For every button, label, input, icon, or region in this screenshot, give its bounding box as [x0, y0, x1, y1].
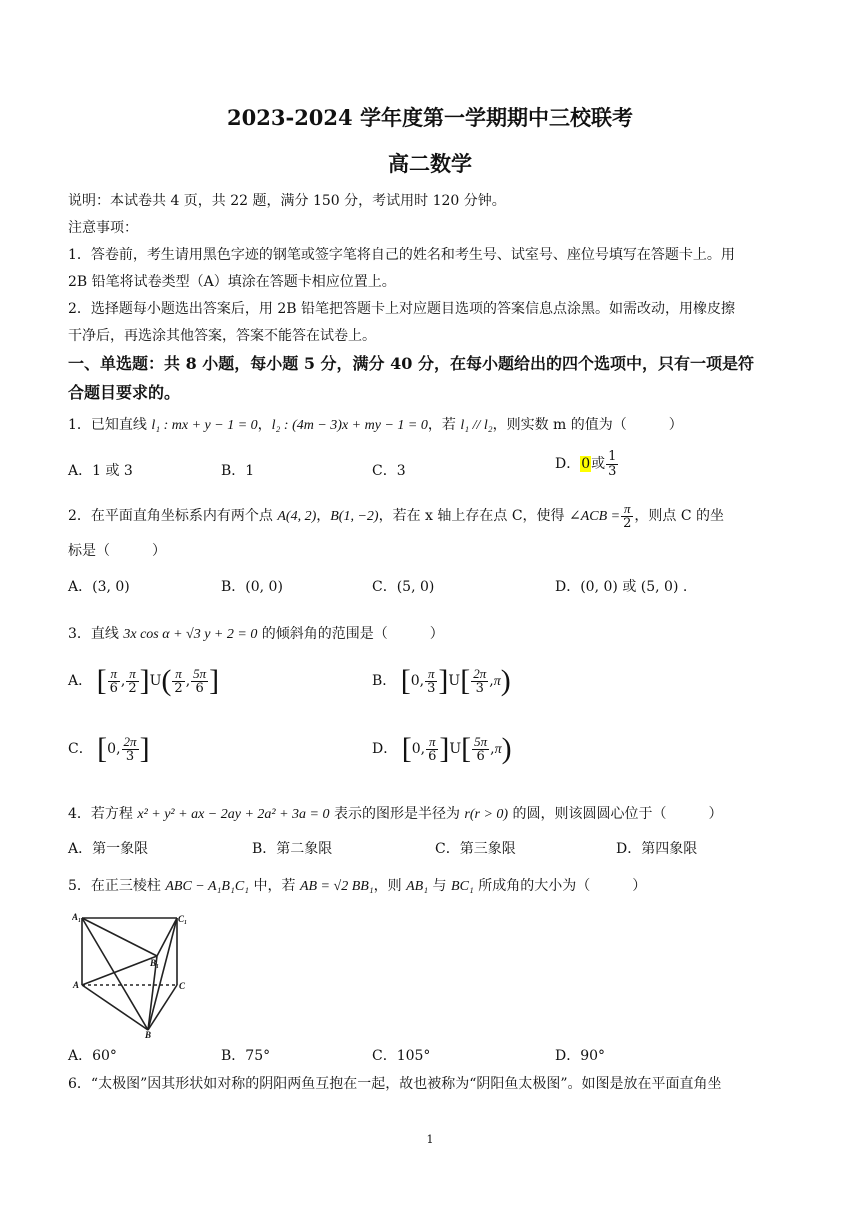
q1-d-den: 3: [608, 463, 617, 479]
q5-line-1: AB₁: [406, 879, 429, 894]
q4-text-a: 4．若方程: [68, 806, 138, 822]
q1-sep: ，: [257, 417, 272, 433]
q3-a-d3: 2: [174, 680, 183, 696]
q5-option-d: D．90°: [555, 1048, 606, 1064]
q3-equation: 3x cos α + √3 y + 2 = 0: [123, 627, 258, 642]
q3-a-n3: π: [172, 667, 184, 682]
q4-option-c: C．第三象限: [435, 841, 516, 857]
note-1-line1: 1．答卷前，考生请用黑色字迹的钢笔或签字笔将自己的姓名和考生号、试室号、座位号填写在答题卡上。用: [68, 247, 735, 263]
q1-number: 1．已知直线: [68, 417, 152, 433]
q5-text-d: 与: [428, 878, 452, 894]
section1-heading-line1: 一、单选题：共 8 小题，每小题 5 分，满分 40 分，在每小题给出的四个选项中，只有一项是符: [68, 354, 754, 373]
q3-b-n1: π: [425, 667, 437, 682]
note-2-line1: 2．选择题每小题选出答案后，用 2B 铅笔把答题卡上对应题目选项的答案信息点涂黑。如需改动，用橡皮擦: [68, 301, 736, 317]
q5-option-a: A．60°: [68, 1048, 117, 1064]
q3-d-n2: 5π: [474, 733, 488, 749]
q2-text-a: 2．在平面直角坐标系内有两个点: [68, 508, 278, 525]
label-b: B: [145, 1030, 152, 1038]
page-number: 1: [426, 1133, 434, 1146]
q3-a-label: A．: [68, 673, 93, 689]
q3-b-label: B．: [372, 673, 397, 689]
q3-b-d2: 3: [475, 680, 484, 696]
q5-text-b: 中，若: [249, 878, 300, 894]
q1-mid: ，若: [427, 417, 461, 433]
q3-b-pi: π: [493, 674, 501, 689]
q3-d-c1: ,: [420, 741, 426, 757]
q2-point-b: B(1, −2): [330, 509, 379, 525]
q3-a-union: U: [149, 673, 162, 689]
question-6-stem: 6．“太极图”因其形状如对称的阴阳两鱼互抱在一起，故也被称为“阴阳鱼太极图”。如图是放在平面直角坐: [68, 1076, 722, 1092]
q3-c-zero: 0: [107, 741, 117, 757]
q3-a-c1: ,: [120, 673, 126, 689]
q1-line-l1: l₁ : mx + y − 1 = 0: [151, 418, 258, 433]
q3-d-label: D．: [372, 741, 398, 757]
q3-c-n1: 2π: [123, 733, 137, 749]
question-2-stem: [68, 502, 724, 530]
q4-text-c: 的圆，则该圆圆心位于（ ）: [508, 806, 723, 822]
q5-option-b: B．75°: [221, 1048, 271, 1064]
q2-option-d: D．(0, 0) 或 (5, 0) .: [555, 579, 688, 595]
q4-radius: r(r > 0): [464, 807, 509, 822]
q5-text-e: 所成角的大小为（ ）: [473, 878, 647, 894]
prism-figure: [72, 910, 192, 1038]
edge-bc1: [148, 918, 177, 1030]
q2-comma: ，: [316, 508, 331, 525]
q3-b-c1: ,: [419, 673, 425, 689]
question-5-stem: [68, 875, 646, 895]
q3-d-union: U: [449, 741, 462, 757]
q2-text-c: ，则点 C 的坐: [634, 508, 725, 525]
q3-b-d1: 3: [427, 680, 436, 696]
q2-fraction: [621, 502, 633, 530]
q3-option-d: D． [0, $\frac{\pi}{6}$ ]U[ $\frac{5\pi}{6}$ ,π): [372, 732, 512, 765]
q3-c-d1: 3: [125, 748, 135, 764]
q3-d-c2: ,: [490, 741, 495, 757]
notes-intro: 说明：本试卷共 4 页，共 22 题，满分 150 分，考试用时 120 分钟。: [68, 193, 506, 209]
q3-a-d4: 6: [195, 680, 204, 696]
label-b1: B₁: [150, 958, 160, 968]
q3-option-c: C． [0, $\frac{2\pi}{3}$ ]: [68, 732, 150, 765]
q1-d-num: 1: [608, 449, 617, 464]
q2-option-a: A．(3, 0): [68, 579, 130, 595]
q1-line-l2: l₂ : (4m − 3)x + my − 1 = 0: [271, 418, 428, 433]
q4-text-b: 表示的图形是半径为: [329, 806, 465, 822]
q3-d-d1: 6: [428, 748, 437, 764]
q3-d-zero: 0: [411, 741, 421, 757]
label-a1: A₁: [72, 912, 82, 922]
notes-heading: 注意事项：: [68, 220, 138, 236]
q3-b-c2: ,: [489, 673, 494, 689]
q5-option-c: C．105°: [372, 1048, 431, 1064]
q3-c-c1: ,: [116, 741, 121, 757]
q3-b-union: U: [448, 673, 461, 689]
q3-a-n4: 5π: [193, 665, 207, 681]
q2-point-a: A(4, 2): [277, 509, 317, 525]
q2-fraction-den: 2: [623, 515, 632, 531]
q2-stem-line2: 标是（ ）: [68, 543, 166, 559]
exam-subject: 高二数学: [388, 151, 472, 176]
label-c: C: [179, 981, 186, 991]
edge-ab: [82, 985, 148, 1030]
q3-c-label: C．: [68, 741, 93, 757]
q1-option-c: C．3: [372, 463, 406, 479]
question-4-stem: [68, 803, 723, 823]
label-c1: C₁: [178, 914, 188, 924]
q3-d-n1: π: [426, 735, 438, 750]
q1-parallel: l₁ // l₂: [460, 418, 493, 433]
q3-a-c2: ,: [185, 673, 191, 689]
section1-heading-line2: 合题目要求的。: [68, 383, 181, 402]
exam-title: 2023-2024 学年度第一学期期中三校联考: [227, 105, 633, 130]
q3-d-pi: π: [494, 742, 502, 757]
q1-d-label: D．: [555, 456, 581, 473]
q1-d-highlight: 0: [581, 456, 591, 473]
q1-option-d: [555, 450, 619, 478]
edge-b1c1: [157, 918, 177, 956]
q3-a-n2: π: [126, 667, 138, 682]
q2-fraction-num: π: [621, 502, 633, 517]
q2-option-c: C．(5, 0): [372, 579, 435, 595]
q4-equation: x² + y² + ax − 2ay + 2a² + 3a = 0: [137, 807, 330, 822]
q1-tail: ，则实数 m 的值为（ ）: [492, 417, 683, 433]
q3-option-a: A． [ $\frac{\pi}{6}$ , $\frac{\pi}{2}$ ]U( $\frac{\pi}{2}$ , $\frac{5\pi}{6}$ ]: [68, 664, 220, 697]
q5-text-a: 5．在正三棱柱: [68, 878, 166, 894]
q3-a-d2: 2: [128, 680, 137, 696]
q2-text-b: ，若在 x 轴上存在点 C，使得: [378, 508, 569, 525]
q3-a-d1: 6: [109, 680, 118, 696]
q1-d-fraction: [606, 450, 618, 478]
q1-option-b: B．1: [221, 463, 255, 479]
q3-text-b: 的倾斜角的范围是（ ）: [257, 626, 444, 642]
question-1-stem: [68, 414, 683, 434]
q1-option-a: A．1 或 3: [68, 463, 133, 479]
note-1-line2: 2B 铅笔将试卷类型（A）填涂在答题卡相应位置上。: [68, 274, 396, 290]
label-a: A: [73, 980, 80, 990]
q1-d-or: 或: [591, 456, 606, 473]
q5-prism: ABC − A₁B₁C₁: [165, 879, 250, 894]
q3-d-d2: 6: [476, 748, 485, 764]
q2-angle: ∠ACB =: [569, 509, 621, 525]
q3-b-n2: 2π: [473, 665, 487, 681]
q2-option-b: B．(0, 0): [221, 579, 283, 595]
q3-option-b: B． [0, $\frac{\pi}{3}$ ]U[ $\frac{2\pi}{3}$ ,π): [372, 664, 511, 697]
q4-option-d: D．第四象限: [616, 841, 698, 857]
q3-b-zero: 0: [410, 673, 420, 689]
q3-text-a: 3．直线: [68, 626, 124, 642]
q3-a-n1: π: [108, 667, 120, 682]
note-2-line2: 干净后，再选涂其他答案，答案不能答在试卷上。: [68, 328, 376, 344]
q5-line-2: BC₁: [451, 879, 474, 894]
question-3-stem: [68, 623, 444, 643]
q4-option-a: A．第一象限: [68, 841, 149, 857]
q5-text-c: ，则: [373, 878, 407, 894]
q5-relation: AB = √2 BB₁: [299, 879, 374, 894]
q4-option-b: B．第二象限: [252, 841, 333, 857]
